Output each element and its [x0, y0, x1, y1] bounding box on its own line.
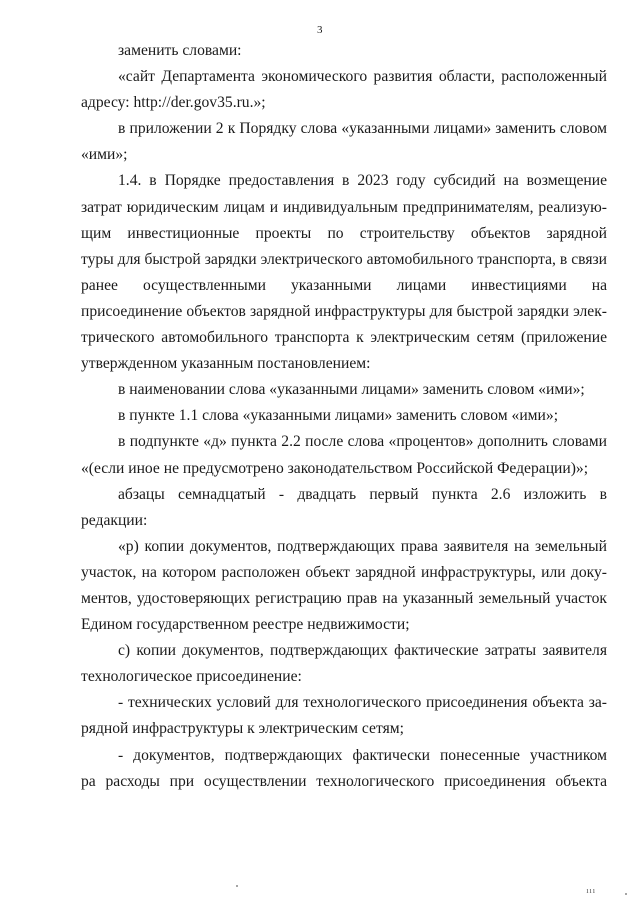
text-line: в пункте 1.1 слова «указанными лицами» заменить словом «ими»;	[118, 407, 559, 425]
text-line: присоединение объектов зарядной инфраструктуры для быстрой зарядки элек-	[81, 302, 607, 320]
scan-speck	[625, 893, 627, 895]
text-line: - технических условий для технологического присоединения объекта за-	[118, 694, 607, 712]
text-line: заменить словами:	[118, 42, 242, 59]
text-line: редакции:	[81, 511, 148, 529]
text-line: в подпункте «д» пункта 2.2 после слова «процентов» дополнить словами	[118, 433, 607, 451]
scan-speck	[236, 885, 238, 887]
text-line: ментов, удостоверяющих регистрацию прав на указанный земельный участок	[81, 589, 607, 607]
text-line: «сайт Департамента экономического развития области, расположенный	[118, 68, 607, 86]
scan-mark: ııı	[586, 886, 596, 895]
text-line: утвержденном указанным постановлением:	[81, 355, 371, 373]
text-line: «р) копии документов, подтверждающих права заявителя на земельный	[118, 537, 607, 555]
text-line: 1.4. в Порядке предоставления в 2023 году субсидий на возмещение	[118, 172, 607, 190]
document-body	[81, 38, 607, 795]
text-line: затрат юридическим лицам и индивидуальным предпринимателям, реализую-	[81, 198, 607, 216]
text-line: ра расходы при осуществлении технологического присоединения объекта	[81, 772, 607, 790]
text-line: в наименовании слова «указанными лицами» заменить словом «ими»;	[118, 381, 585, 399]
text-line: щим инвестиционные проекты по строительству объектов зарядной	[81, 224, 607, 242]
text-line: участок, на котором расположен объект зарядной инфраструктуры, или доку-	[81, 563, 607, 581]
text-line: - документов, подтверждающих фактически понесенные участником	[118, 746, 607, 764]
text-line: адресу: http://der.gov35.ru.»;	[81, 94, 266, 112]
text-line: в приложении 2 к Порядку слова «указанными лицами» заменить словом	[118, 120, 607, 138]
text-line: «(если иное не предусмотрено законодательством Российской Федерации)»;	[81, 459, 589, 477]
text-line: технологическое присоединение:	[81, 668, 302, 686]
text-line: с) копии документов, подтверждающих фактические затраты заявителя	[118, 642, 607, 660]
text-line: абзацы семнадцатый - двадцать первый пункта 2.6 изложить в	[118, 485, 607, 503]
text-line: «ими»;	[81, 146, 128, 164]
text-line: туры для быстрой зарядки электрического автомобильного транспорта, в связи	[81, 250, 607, 268]
text-line: рядной инфраструктуры к электрическим сетям;	[81, 720, 404, 738]
text-line: ранее осуществленными указанными лицами инвестициями на	[81, 276, 607, 294]
text-line: трического автомобильного транспорта к электрическим сетям (приложение	[81, 329, 607, 347]
page-number: 3	[317, 24, 323, 36]
text-line: Едином государственном реестре недвижимости;	[81, 616, 410, 634]
